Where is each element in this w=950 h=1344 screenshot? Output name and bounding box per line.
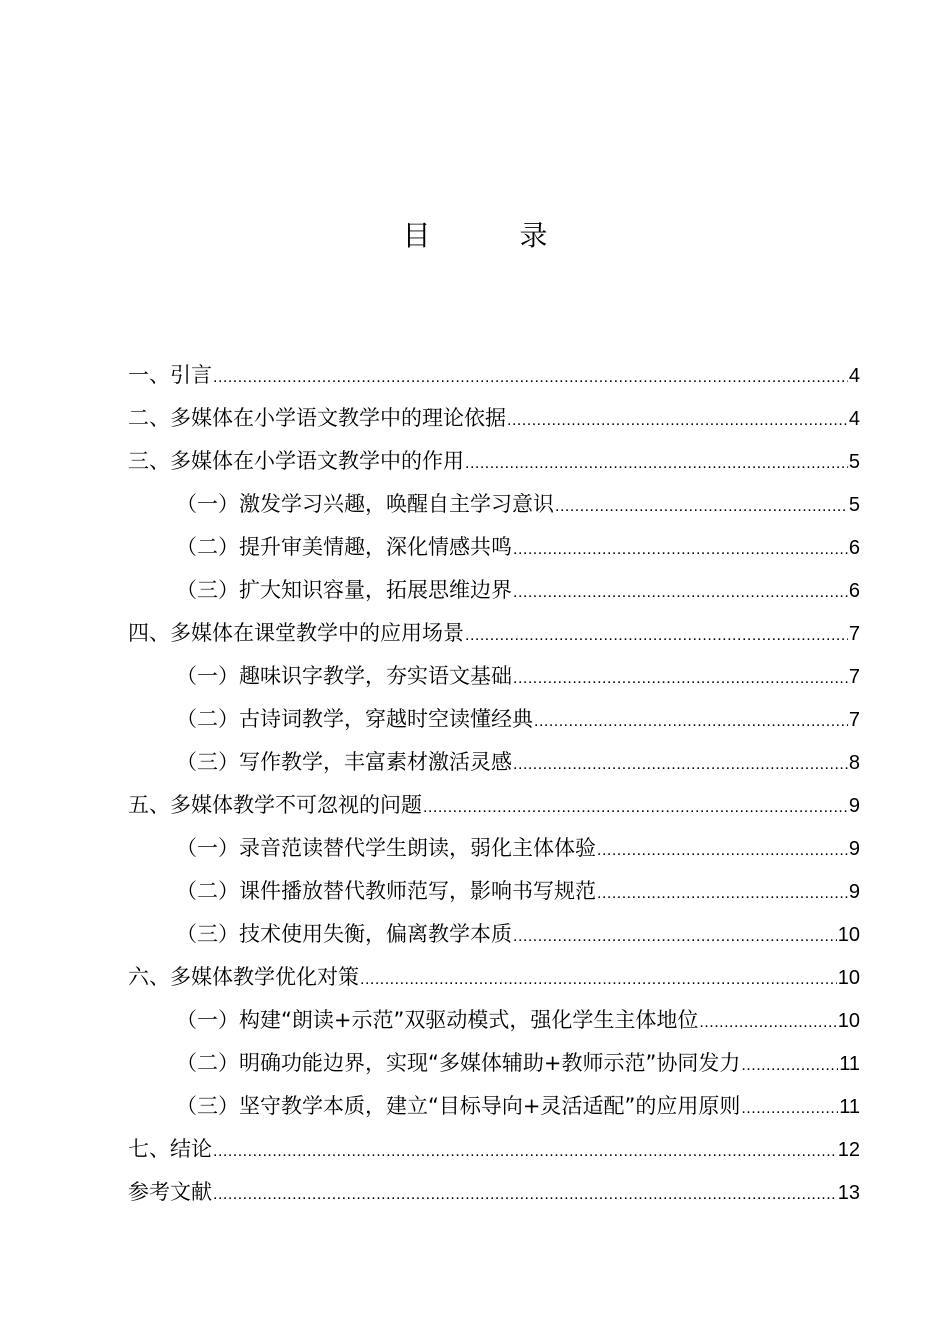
toc-dot-leader <box>423 786 848 829</box>
toc-page-number: 11 <box>839 1053 860 1075</box>
toc-entry-title: （二）提升审美情趣，深化情感共鸣 <box>176 535 512 559</box>
toc-dot-leader <box>555 485 848 528</box>
toc-dot-leader <box>513 743 848 786</box>
toc-section-entry[interactable] <box>128 1128 860 1171</box>
toc-entry-title: （一）激发学习兴趣，唤醒自主学习意识 <box>176 492 554 516</box>
toc-subsection-entry[interactable] <box>128 870 860 913</box>
toc-page-number: 11 <box>839 1096 860 1118</box>
toc-entry-title: （二）明确功能边界，实现“多媒体辅助+教师示范”协同发力 <box>176 1051 741 1075</box>
toc-dot-leader <box>465 614 848 657</box>
toc-page-number: 9 <box>848 881 860 903</box>
toc-entry-title: 七、结论 <box>128 1137 212 1161</box>
toc-entry-title: 参考文献 <box>128 1180 212 1204</box>
toc-dot-leader <box>513 571 848 614</box>
toc-subsection-entry[interactable] <box>128 741 860 784</box>
toc-page-number: 5 <box>848 494 860 516</box>
toc-page-number: 4 <box>848 408 860 430</box>
toc-entry-title: （一）趣味识字教学，夯实语文基础 <box>176 664 512 688</box>
toc-dot-leader <box>507 399 848 442</box>
toc-entry-title: 四、多媒体在课堂教学中的应用场景 <box>128 621 464 645</box>
toc-subsection-entry[interactable] <box>128 569 860 612</box>
toc-page-number: 9 <box>848 838 860 860</box>
toc-dot-leader <box>741 1087 838 1130</box>
toc-subsection-entry[interactable] <box>128 1042 860 1085</box>
toc-page-number: 12 <box>837 1139 860 1161</box>
toc-dot-leader <box>597 872 848 915</box>
toc-subsection-entry[interactable] <box>128 698 860 741</box>
toc-section-entry[interactable] <box>128 956 860 999</box>
toc-entry-title: （一）构建“朗读+示范”双驱动模式，强化学生主体地位 <box>176 1008 699 1032</box>
toc-subsection-entry[interactable] <box>128 999 860 1042</box>
toc-entry-title: （三）扩大知识容量，拓展思维边界 <box>176 578 512 602</box>
toc-subsection-entry[interactable] <box>128 526 860 569</box>
toc-page-number: 4 <box>848 365 860 387</box>
toc-page-number: 7 <box>848 666 860 688</box>
toc-entry-title: 六、多媒体教学优化对策 <box>128 965 359 989</box>
toc-page-number: 10 <box>837 1010 860 1032</box>
toc-section-entry[interactable] <box>128 397 860 440</box>
toc-dot-leader <box>465 442 848 485</box>
toc-entry-title: 一、引言 <box>128 363 212 387</box>
toc-entry-title: 二、多媒体在小学语文教学中的理论依据 <box>128 406 506 430</box>
toc-dot-leader <box>513 915 837 958</box>
toc-page-number: 6 <box>848 580 860 602</box>
toc-entry-title: （三）坚守教学本质，建立“目标导向+灵活适配”的应用原则 <box>176 1094 741 1118</box>
toc-page-number: 13 <box>837 1182 860 1204</box>
toc-entry-title: （三）技术使用失衡，偏离教学本质 <box>176 922 512 946</box>
toc-list <box>128 354 860 1214</box>
toc-page-number: 10 <box>837 967 860 989</box>
toc-section-entry[interactable] <box>128 784 860 827</box>
toc-entry-title: （二）古诗词教学，穿越时空读懂经典 <box>176 707 533 731</box>
toc-title: 目 录 <box>402 219 588 252</box>
toc-section-entry[interactable] <box>128 612 860 655</box>
toc-section-entry[interactable] <box>128 440 860 483</box>
toc-dot-leader <box>213 1130 837 1173</box>
toc-section-entry[interactable] <box>128 1171 860 1214</box>
toc-entry-title: 三、多媒体在小学语文教学中的作用 <box>128 449 464 473</box>
toc-dot-leader <box>699 1001 836 1044</box>
toc-page-number: 8 <box>848 752 860 774</box>
toc-dot-leader <box>534 700 848 743</box>
toc-dot-leader <box>360 958 837 1001</box>
toc-subsection-entry[interactable] <box>128 913 860 956</box>
toc-subsection-entry[interactable] <box>128 483 860 526</box>
toc-page-number: 7 <box>848 623 860 645</box>
toc-dot-leader <box>213 356 848 399</box>
toc-page-number: 9 <box>848 795 860 817</box>
toc-subsection-entry[interactable] <box>128 827 860 870</box>
toc-dot-leader <box>513 657 848 700</box>
toc-subsection-entry[interactable] <box>128 1085 860 1128</box>
toc-dot-leader <box>513 528 848 571</box>
toc-dot-leader <box>213 1173 837 1216</box>
toc-subsection-entry[interactable] <box>128 655 860 698</box>
toc-section-entry[interactable] <box>128 354 860 397</box>
toc-entry-title: （二）课件播放替代教师范写，影响书写规范 <box>176 879 596 903</box>
toc-page-number: 10 <box>837 924 860 946</box>
toc-dot-leader <box>741 1044 838 1087</box>
toc-page-number: 6 <box>848 537 860 559</box>
toc-page-number: 7 <box>848 709 860 731</box>
toc-entry-title: （三）写作教学，丰富素材激活灵感 <box>176 750 512 774</box>
toc-entry-title: 五、多媒体教学不可忽视的问题 <box>128 793 422 817</box>
toc-page-number: 5 <box>848 451 860 473</box>
toc-dot-leader <box>597 829 848 872</box>
toc-entry-title: （一）录音范读替代学生朗读，弱化主体体验 <box>176 836 596 860</box>
